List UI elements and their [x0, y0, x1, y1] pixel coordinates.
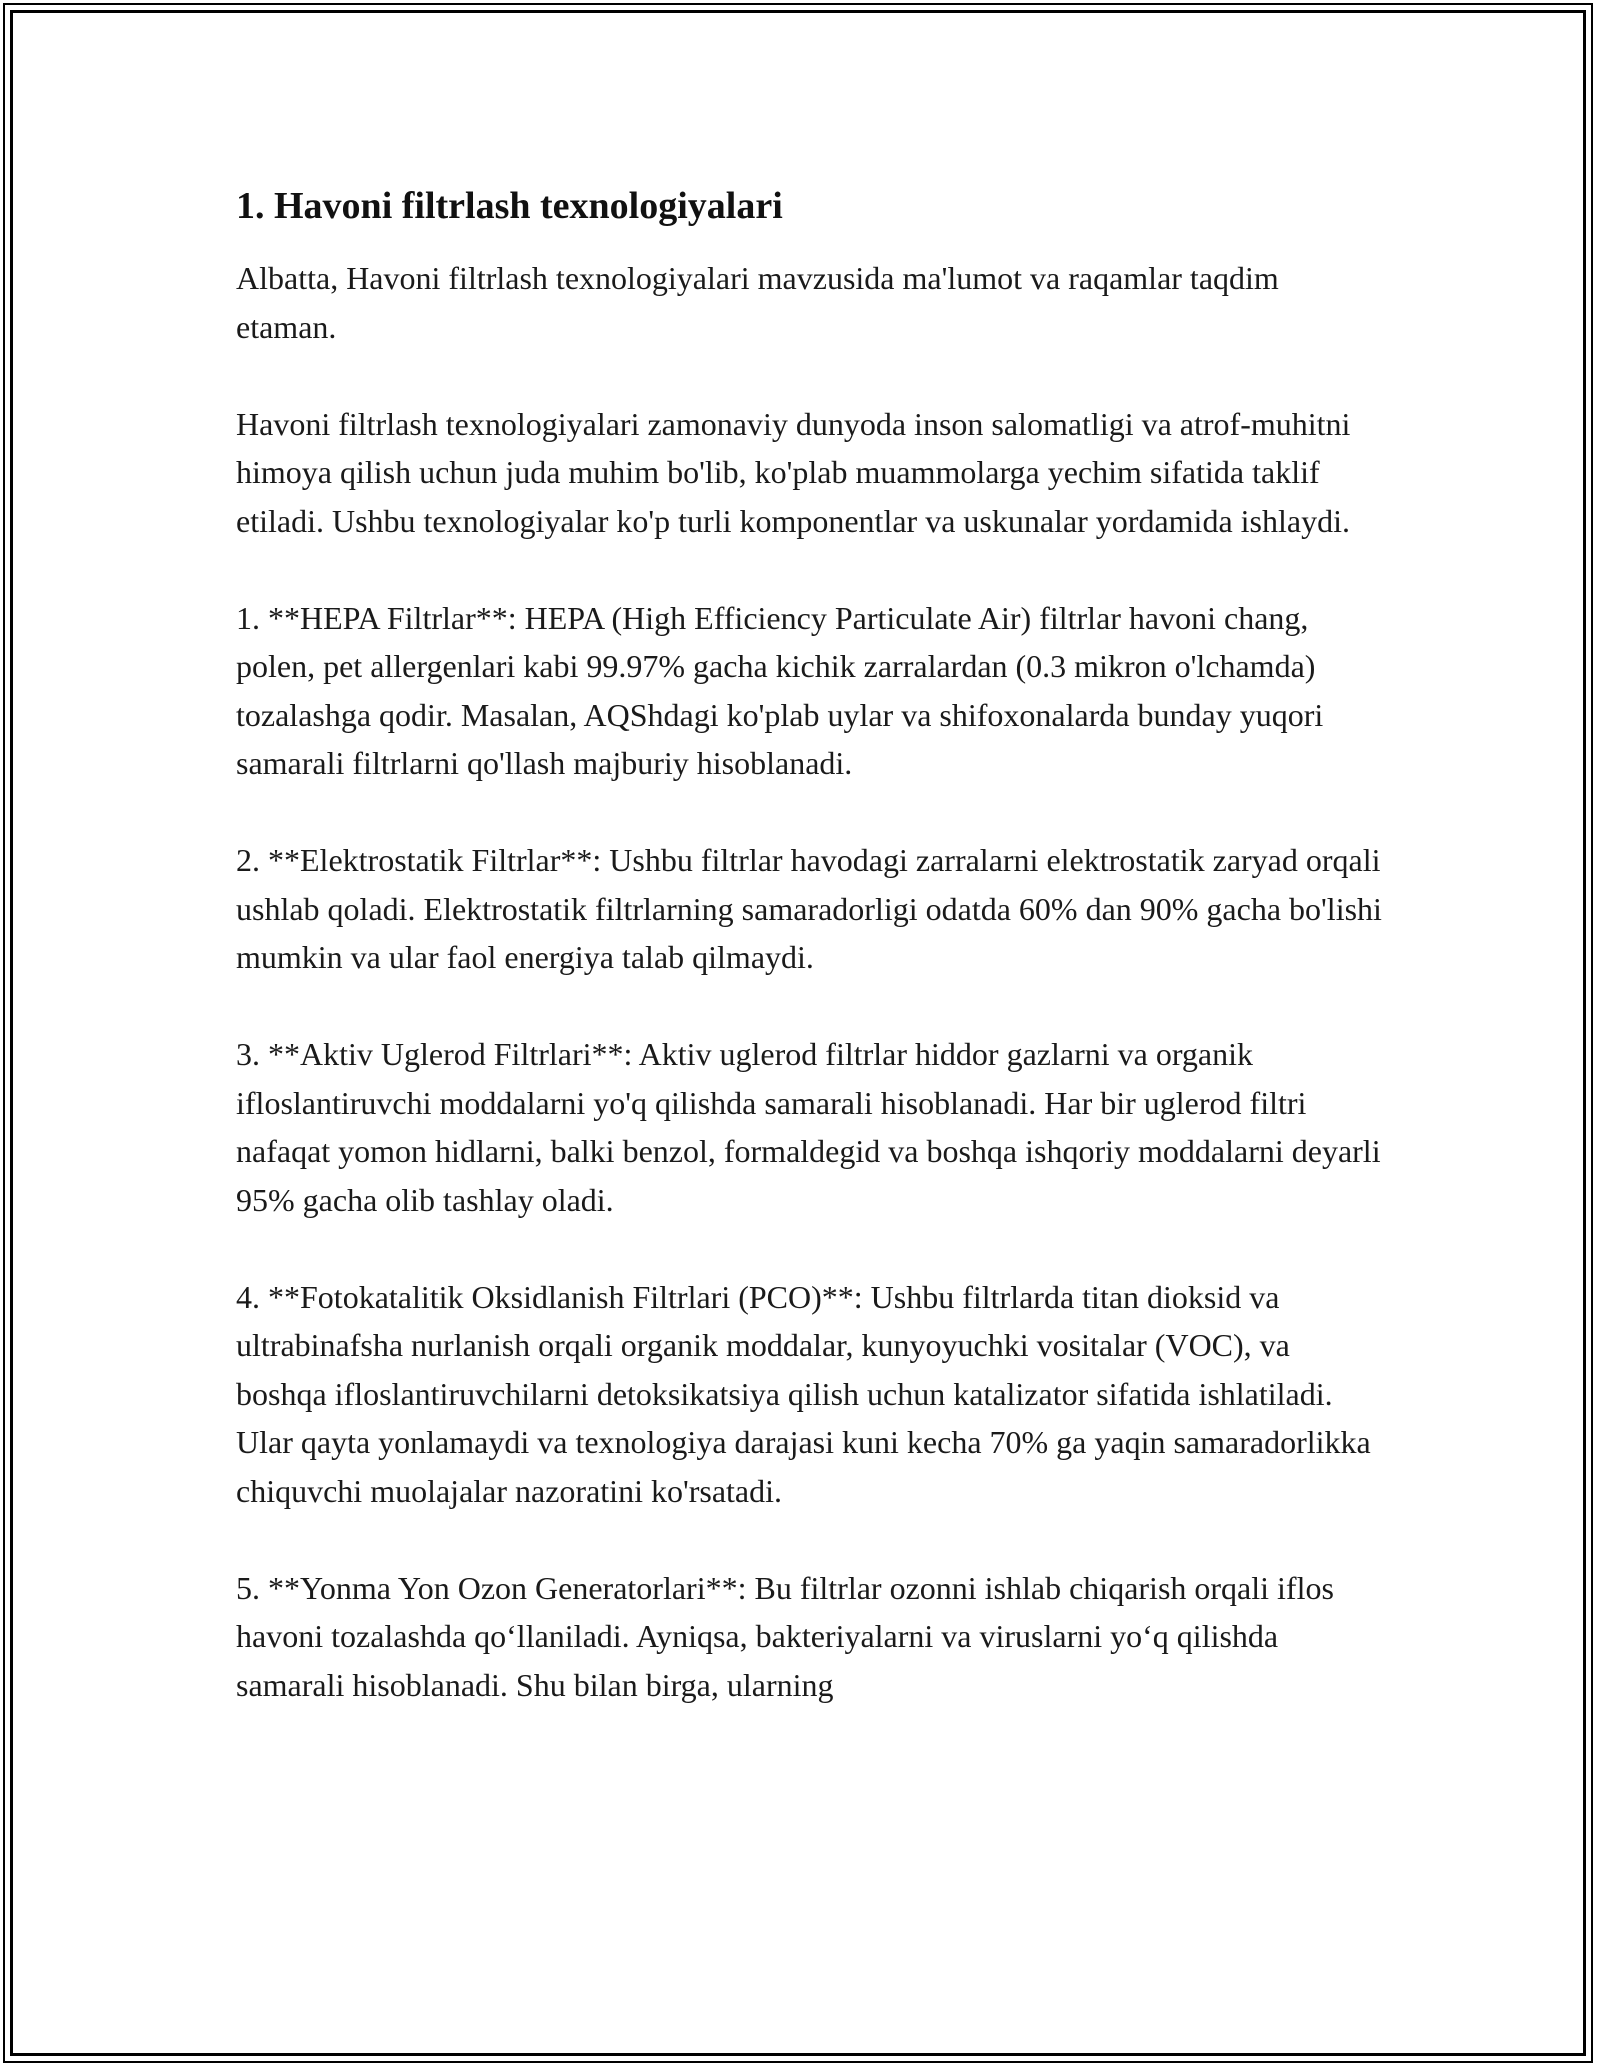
intro-paragraph: Albatta, Havoni filtrlash texnologiyalari mavzusida ma'lumot va raqamlar taqdim etaman. — [236, 260, 1279, 345]
electrostatic-filters-paragraph: 2. **Elektrostatik Filtrlar**: Ushbu filtrlar havodagi zarralarni elektrostatik zaryad orqali ushlab qoladi. Elektrostatik filtrlarning samaradorligi odatda 60% dan 90% gacha bo'lishi mumkin va ular faol energiya talab qilmaydi. — [236, 842, 1382, 975]
hepa-filters-paragraph: 1. **HEPA Filtrlar**: HEPA (High Efficiency Particulate Air) filtrlar havoni chang, polen, pet allergenlari kabi 99.97% gacha kichik zarralardan (0.3 mikron o'lchamda) tozalashga qodir. Masalan, AQShdagi ko'plab uylar va shifoxonalarda bunday yuqori samarali filtrlarni qo'llash majburiy hisoblanadi. — [236, 599, 1324, 781]
document-body — [236, 182, 1386, 1709]
ozone-generators-paragraph: 5. **Yonma Yon Ozon Generatorlari**: Bu filtrlar ozonni ishlab chiqarish orqali iflos havoni tozalashda qo‘llaniladi. Ayniqsa, bakteriyalarni va viruslarni yo‘q qilishda samarali hisoblanadi. Shu bilan birga, ularning — [236, 1569, 1334, 1703]
section-heading: 1. Havoni filtrlash texnologiyalari — [236, 185, 783, 227]
pco-filters-paragraph: 4. **Fotokatalitik Oksidlanish Filtrlari (PCO)**: Ushbu filtrlarda titan dioksid va ultrabinafsha nurlanish orqali organik moddalar, kunyoyuchki vositalar (VOC), va boshqa ifloslantiruvchilarni detoksikatsiya qilish uchun katalizator sifatida ishlatiladi. Ular qayta yonlamaydi va texnologiya darajasi kuni kecha 70% ga yaqin samaradorlikka chiquvchi muolajalar nazoratini ko'rsatadi. — [236, 1278, 1371, 1509]
overview-paragraph: Havoni filtrlash texnologiyalari zamonaviy dunyoda inson salomatligi va atrof-muhitni himoya qilish uchun juda muhim bo'lib, ko'plab muammolarga yechim sifatida taklif etiladi. Ushbu texnologiyalar ko'p turli komponentlar va uskunalar yordamida ishlaydi. — [236, 405, 1351, 539]
activated-carbon-filters-paragraph: 3. **Aktiv Uglerod Filtrlari**: Aktiv uglerod filtrlar hiddor gazlarni va organik ifloslantiruvchi moddalarni yo'q qilishda samarali hisoblanadi. Har bir uglerod filtri nafaqat yomon hidlarni, balki benzol, formaldegid va boshqa ishqoriy moddalarni deyarli 95% gacha olib tashlay oladi. — [236, 1036, 1381, 1218]
